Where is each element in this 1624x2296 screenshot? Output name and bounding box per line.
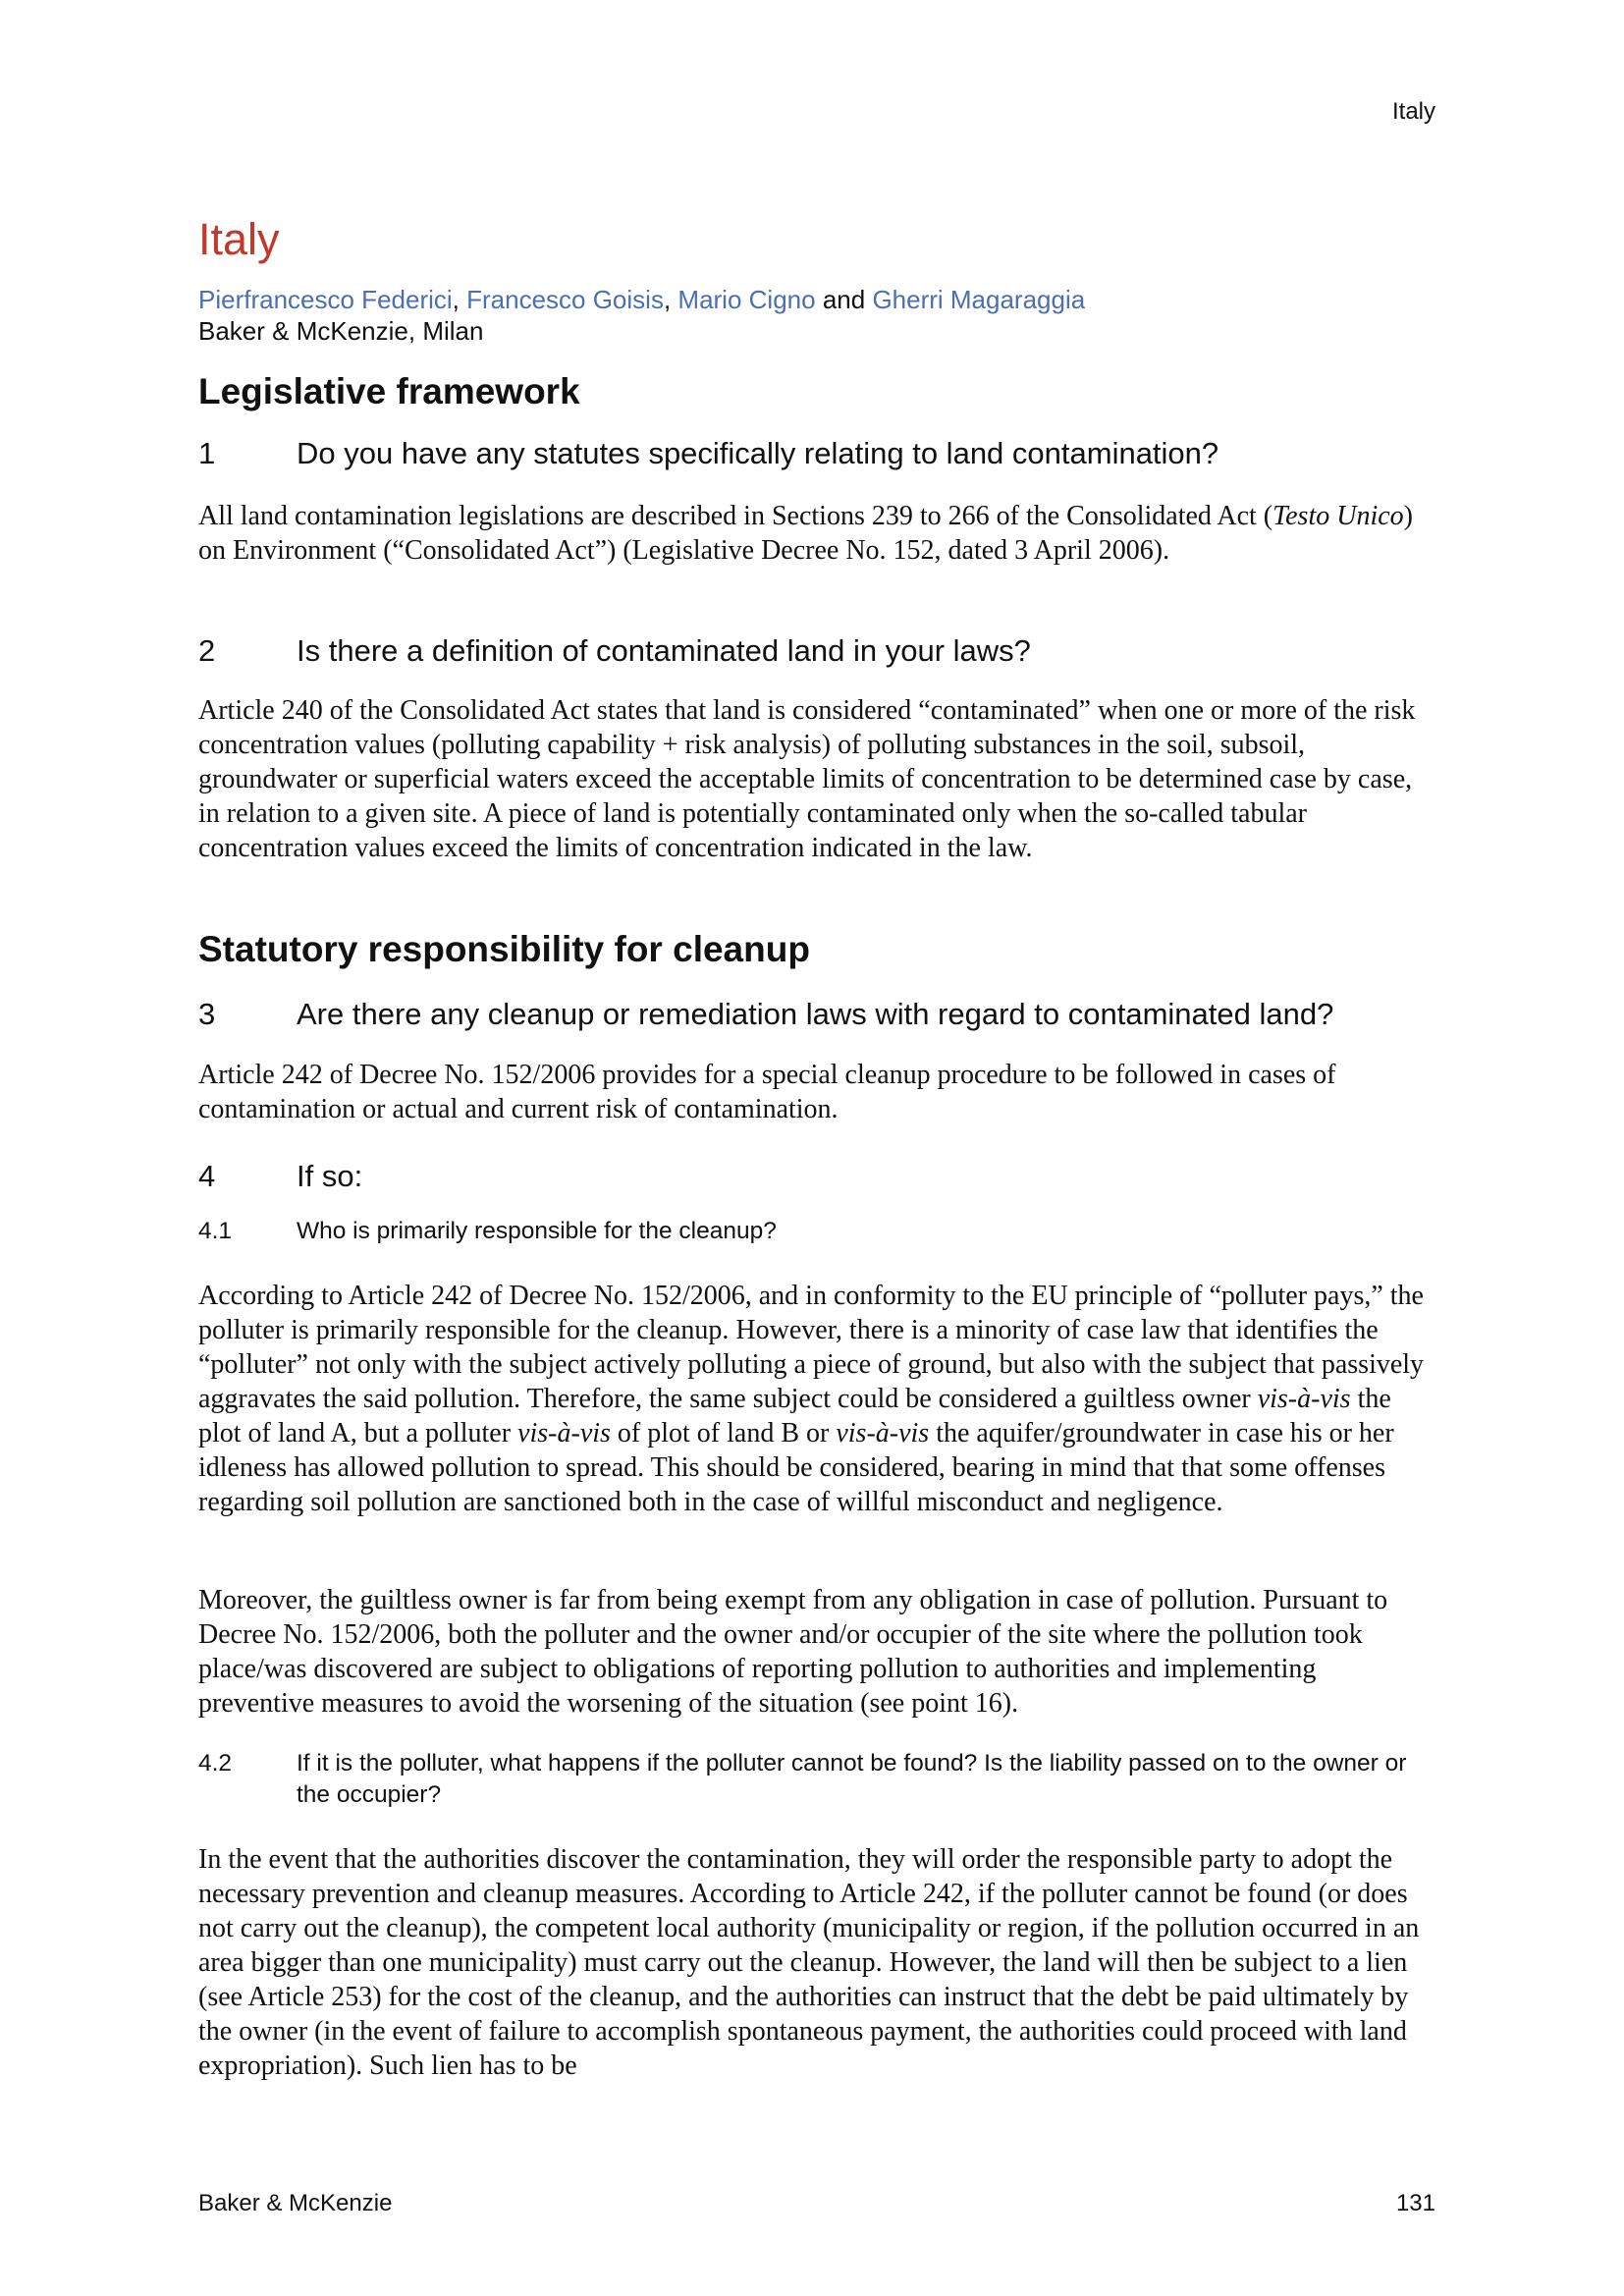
- question-heading: [198, 633, 1031, 669]
- subquestion-number: 4.1: [198, 1218, 233, 1244]
- question-text: Do you have any statutes specifically relating to land contamination?: [297, 436, 1219, 470]
- answer-text: All land contamination legislations are described in Sections 239 to 266 of the Consolidated Act (: [198, 501, 1273, 531]
- footer-firm: Baker & McKenzie: [198, 2190, 393, 2216]
- author-link[interactable]: Francesco Goisis: [466, 285, 664, 314]
- page-number: 131: [1395, 2190, 1435, 2216]
- answer-paragraph: [198, 1058, 1435, 1126]
- answer-paragraph: [198, 693, 1435, 865]
- question-heading: [198, 436, 1218, 471]
- answer-text: According to Article 242 of Decree No. 152/2006, and in conformity to the EU principle of “polluter pays,” the polluter is primarily responsible for the cleanup. However, there is a minority of case law that identifies the “polluter” not only with the subject actively polluting a piece of ground, but also with the subject that passively aggravates the said pollution. Therefore, the same subject could be considered a guiltless owner: [198, 1281, 1425, 1414]
- subquestion-heading: [198, 1748, 1435, 1811]
- answer-italic-term: vis-à-vis: [517, 1418, 611, 1449]
- question-heading: [198, 997, 1333, 1032]
- question-heading: [198, 1159, 362, 1194]
- question-text: Is there a definition of contaminated land in your laws?: [297, 633, 1031, 668]
- firm-name: Baker & McKenzie, Milan: [198, 316, 484, 346]
- page-title: Italy: [198, 214, 280, 264]
- author-link[interactable]: Mario Cigno: [677, 285, 816, 314]
- question-number: 3: [198, 997, 216, 1031]
- question-text: Are there any cleanup or remediation laws with regard to contaminated land?: [297, 997, 1334, 1031]
- author-conjunction: and: [822, 285, 866, 314]
- answer-italic-term: vis-à-vis: [836, 1418, 930, 1449]
- answer-paragraph: [198, 1842, 1435, 2083]
- answer-paragraph: [198, 1583, 1435, 1721]
- author-link[interactable]: Gherri Magaraggia: [872, 285, 1086, 314]
- answer-text: Article 242 of Decree No. 152/2006 provides for a special cleanup procedure to be followed in cases of contamination or actual and current risk of contamination.: [198, 1060, 1336, 1124]
- answer-text: Article 240 of the Consolidated Act states that land is considered “contaminated” when one or more of the risk concentration values (polluting capability + risk analysis) of polluting substances in the soil, subsoil, groundwater or superficial waters exceed the acceptable limits of concentration to be determined case by case, in relation to a given site. A piece of land is potentially contaminated only when the so-called tabular concentration values exceed the limits of concentration indicated in the law.: [198, 695, 1416, 863]
- subquestion-text: If it is the polluter, what happens if the polluter cannot be found? Is the liability passed on to the owner or the occupier?: [297, 1750, 1407, 1808]
- answer-text: In the event that the authorities discover the contamination, they will order the responsible party to adopt the necessary prevention and cleanup measures. According to Article 242, if the polluter cannot be found (or does not carry out the cleanup), the competent local authority (municipality or region, if the pollution occurred in an area bigger than one municipality) must carry out the cleanup. However, the land will then be subject to a lien (see Article 253) for the cost of the cleanup, and the authorities can instruct that the debt be paid ultimately by the owner (in the event of failure to accomplish spontaneous payment, the authorities could proceed with land expropriation). Such lien has to be: [198, 1844, 1420, 2081]
- answer-text: the plot of land A, but a polluter: [198, 1384, 1391, 1449]
- author-separator: ,: [663, 285, 678, 314]
- running-header: Italy: [1391, 98, 1435, 125]
- answer-paragraph: [198, 1279, 1435, 1519]
- question-number: 1: [198, 436, 216, 470]
- question-text: If so:: [297, 1159, 363, 1193]
- answer-text: ) on Environment (“Consolidated Act”) (Legislative Decree No. 152, dated 3 April 2006).: [198, 501, 1413, 566]
- subquestion-text: Who is primarily responsible for the cleanup?: [297, 1218, 777, 1244]
- answer-text: the aquifer/groundwater in case his or her idleness has allowed pollution to spread. This should be considered, bearing in mind that that some offenses regarding soil pollution are sanctioned both in the case of willful misconduct and negligence.: [198, 1418, 1394, 1517]
- author-list: [198, 285, 1085, 315]
- answer-text: Moreover, the guiltless owner is far from being exempt from any obligation in case of pollution. Pursuant to Decree No. 152/2006, both the polluter and the owner and/or occupier of the site where the pollution took place/was discovered are subject to obligations of reporting pollution to authorities and implementing preventive measures to avoid the worsening of the situation (see point 16).: [198, 1585, 1388, 1719]
- question-number: 4: [198, 1159, 216, 1193]
- answer-paragraph: [198, 499, 1435, 568]
- question-number: 2: [198, 633, 216, 668]
- author-link[interactable]: Pierfrancesco Federici: [198, 285, 453, 314]
- subquestion-heading: [198, 1216, 1435, 1247]
- answer-text: of plot of land B or: [610, 1418, 837, 1449]
- subquestion-number: 4.2: [198, 1750, 233, 1777]
- answer-italic-term: Testo Unico: [1272, 501, 1404, 531]
- author-separator: ,: [452, 285, 467, 314]
- answer-italic-term: vis-à-vis: [1257, 1384, 1351, 1414]
- section-heading: Statutory responsibility for cleanup: [198, 929, 810, 969]
- section-heading: Legislative framework: [198, 371, 580, 411]
